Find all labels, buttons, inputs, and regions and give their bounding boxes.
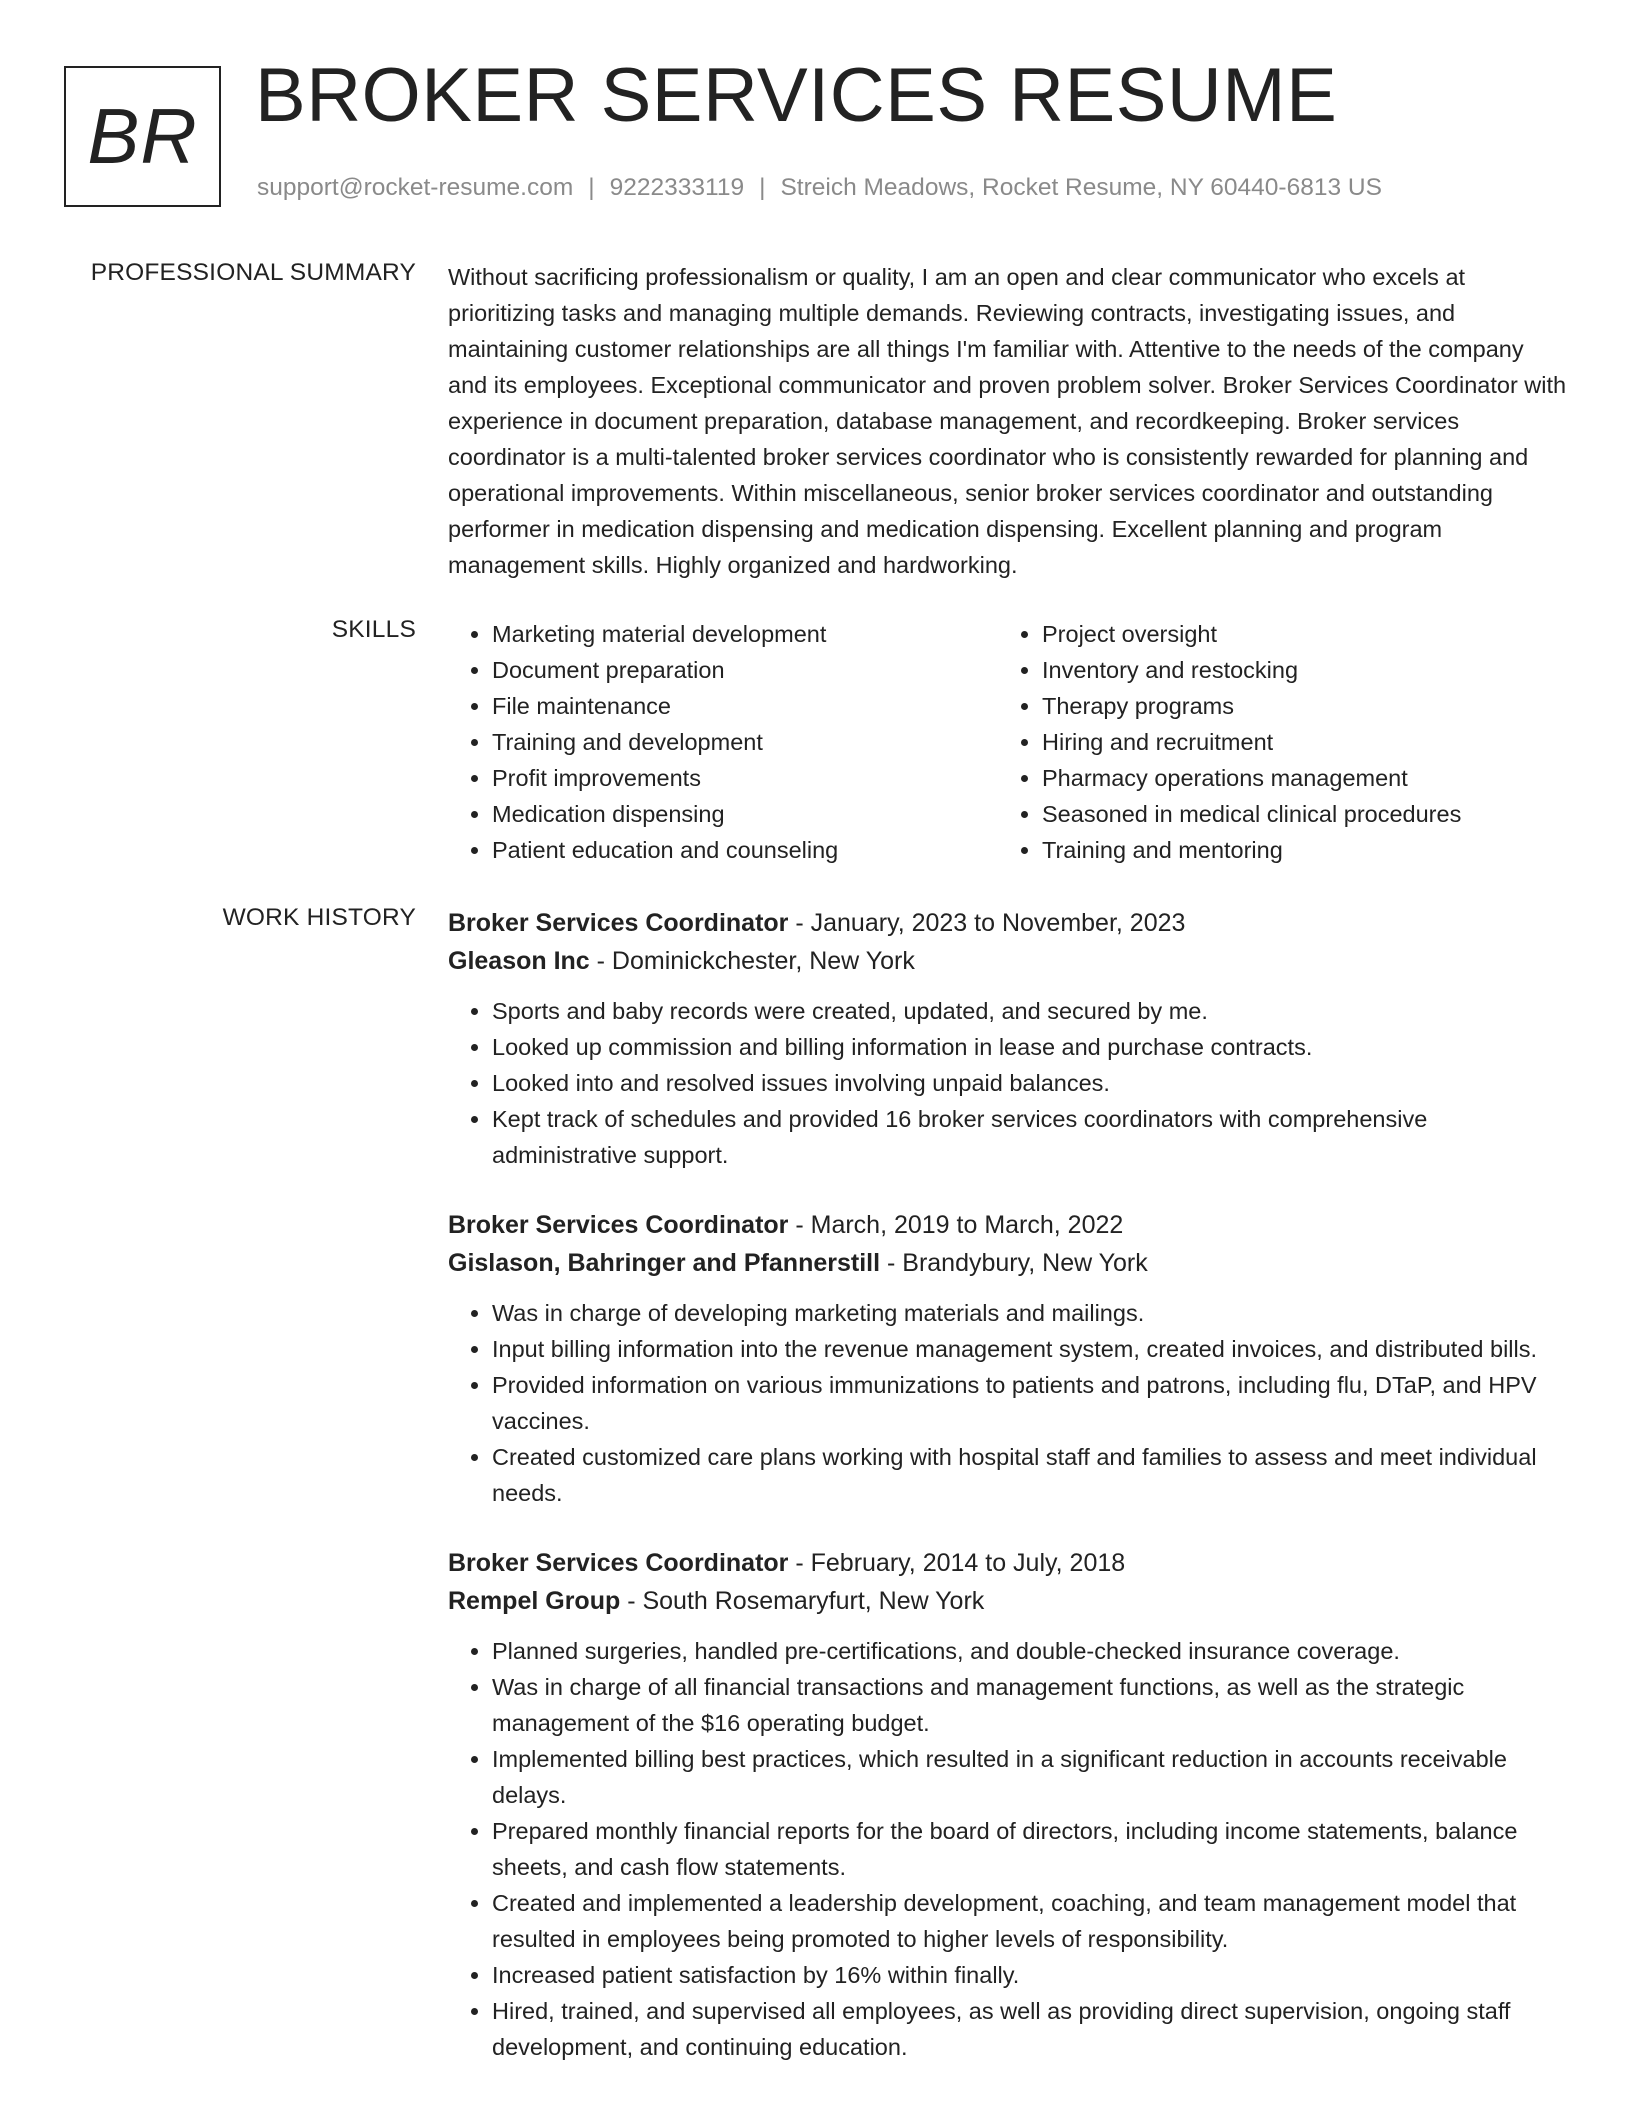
skill-item: • Training and mentoring	[1042, 832, 1548, 868]
job-duty-item: • Implemented billing best practices, which resulted in a significant reduction in accounts receivable delays.	[492, 1741, 1568, 1813]
skill-item: • Patient education and counseling	[492, 832, 998, 868]
job-duties-list	[448, 1295, 1568, 1511]
job-duty-item: • Input billing information into the revenue management system, created invoices, and distributed bills.	[492, 1331, 1568, 1367]
job-entry	[448, 1544, 1568, 2065]
job-entry	[448, 904, 1568, 1173]
job-duty-item: • Was in charge of all financial transactions and management functions, as well as the strategic management of the $16 operating budget.	[492, 1669, 1568, 1741]
job-duty-item: • Kept track of schedules and provided 16 broker services coordinators with comprehensive administrative support.	[492, 1101, 1568, 1173]
job-company-line	[448, 1582, 1568, 1620]
job-company: Gislason, Bahringer and Pfannerstill	[448, 1249, 881, 1277]
skill-item: • Seasoned in medical clinical procedures	[1042, 796, 1548, 832]
job-title: Broker Services Coordinator	[448, 909, 789, 937]
skill-item: • Marketing material development	[492, 616, 998, 652]
job-company: Rempel Group	[448, 1587, 621, 1615]
job-company: Gleason Inc	[448, 947, 590, 975]
monogram-logo: BR	[64, 66, 221, 207]
job-location: - Dominickchester, New York	[589, 947, 915, 975]
job-duty-item: • Planned surgeries, handled pre-certifications, and double-checked insurance coverage.	[492, 1633, 1568, 1669]
summary-heading: PROFESSIONAL SUMMARY	[90, 259, 416, 286]
job-dates: - February, 2014 to July, 2018	[788, 1549, 1126, 1577]
job-title-line	[448, 1544, 1568, 1582]
job-location: - Brandybury, New York	[880, 1249, 1148, 1277]
summary-text: Without sacrificing professionalism or quality, I am an open and clear communicator who excels at prioritizing tasks and managing multiple demands. Reviewing contracts, investigating issues, and maintaining customer relationships are all things I'm familiar with. Attentive to the needs of the company and its employees. Exceptional communicator and proven problem solver. Broker Services Coordinator with experience in document preparation, database management, and recordkeeping. Broker services coordinator is a multi-talented broker services coordinator who is consistently rewarded for planning and operational improvements. Within miscellaneous, senior broker services coordinator and outstanding performer in medication dispensing and medication dispensing. Excellent planning and program management skills. Highly organized and hardworking.	[448, 264, 1567, 578]
contact-separator: |	[759, 174, 766, 201]
skills-body	[448, 616, 1568, 868]
job-entry	[448, 1206, 1568, 1511]
skills-list-left	[448, 616, 998, 868]
job-duty-item: • Looked up commission and billing information in lease and purchase contracts.	[492, 1029, 1568, 1065]
job-duties-list	[448, 1633, 1568, 2065]
job-title: Broker Services Coordinator	[448, 1211, 789, 1239]
job-dates: - March, 2019 to March, 2022	[788, 1211, 1124, 1239]
work-history-body	[448, 904, 1568, 2098]
skill-item: • Pharmacy operations management	[1042, 760, 1548, 796]
contact-line	[257, 176, 1382, 201]
job-duty-item: • Sports and baby records were created, updated, and secured by me.	[492, 993, 1568, 1029]
skill-item: • File maintenance	[492, 688, 998, 724]
skills-list-right	[998, 616, 1548, 868]
job-duty-item: • Prepared monthly financial reports for the board of directors, including income statements, balance sheets, and cash flow statements.	[492, 1813, 1568, 1885]
skill-item: • Document preparation	[492, 652, 998, 688]
job-duties-list	[448, 993, 1568, 1173]
skill-item: • Therapy programs	[1042, 688, 1548, 724]
contact-address: Streich Meadows, Rocket Resume, NY 60440-6813 US	[780, 174, 1382, 201]
job-duty-item: • Hired, trained, and supervised all employees, as well as providing direct supervision, ongoing staff development, and continuing education.	[492, 1993, 1568, 2065]
job-duty-item: • Created and implemented a leadership development, coaching, and team management model that resulted in employees being promoted to higher levels of responsibility.	[492, 1885, 1568, 1957]
job-dates: - January, 2023 to November, 2023	[788, 909, 1186, 937]
skill-item: • Hiring and recruitment	[1042, 724, 1548, 760]
job-duty-item: • Looked into and resolved issues involving unpaid balances.	[492, 1065, 1568, 1101]
contact-phone: 9222333119	[609, 174, 745, 201]
job-duty-item: • Provided information on various immunizations to patients and patrons, including flu, DTaP, and HPV vaccines.	[492, 1367, 1568, 1439]
summary-body	[448, 259, 1568, 583]
resume-title: BROKER SERVICES RESUME	[255, 53, 1338, 138]
job-company-line	[448, 942, 1568, 980]
job-title: Broker Services Coordinator	[448, 1549, 789, 1577]
job-company-line	[448, 1244, 1568, 1282]
job-location: - South Rosemaryfurt, New York	[620, 1587, 985, 1615]
skill-item: • Project oversight	[1042, 616, 1548, 652]
job-duty-item: • Created customized care plans working with hospital staff and families to assess and meet individual needs.	[492, 1439, 1568, 1511]
job-title-line	[448, 904, 1568, 942]
skill-item: • Inventory and restocking	[1042, 652, 1548, 688]
skill-item: • Training and development	[492, 724, 998, 760]
skills-heading: SKILLS	[331, 616, 416, 643]
contact-separator: |	[588, 174, 595, 201]
work-history-heading: WORK HISTORY	[222, 904, 416, 931]
contact-email: support@rocket-resume.com	[257, 174, 574, 201]
job-title-line	[448, 1206, 1568, 1244]
job-duty-item: • Was in charge of developing marketing materials and mailings.	[492, 1295, 1568, 1331]
skill-item: • Medication dispensing	[492, 796, 998, 832]
skill-item: • Profit improvements	[492, 760, 998, 796]
job-duty-item: • Increased patient satisfaction by 16% within finally.	[492, 1957, 1568, 1993]
